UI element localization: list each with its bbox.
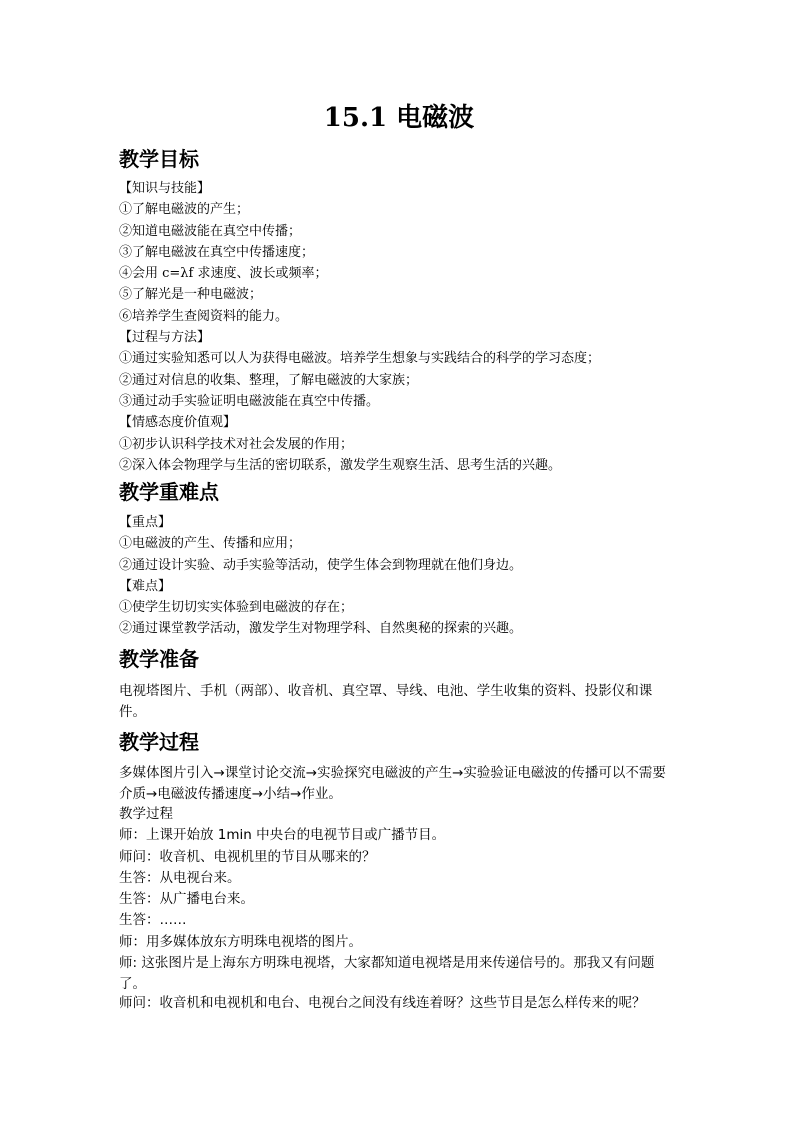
subsection-label-focus: 【重点】 (119, 515, 172, 530)
list-item: ③了解电磁波在真空中传播速度； (119, 244, 315, 260)
procedure-flow: 多媒体图片引入→课堂讨论交流→实验探究电磁波的产生→实验验证电磁波的传播可以不需要介质→电磁波传播速度→小结→作业。 (119, 765, 666, 802)
list-item: ⑥培养学生查阅资料的能力。 (119, 308, 289, 324)
page-title: 15.1 电磁波 (323, 103, 475, 133)
list-item: ①通过实验知悉可以人为获得电磁波。培养学生想象与实践结合的科学的学习态度； (119, 351, 601, 367)
list-item: 师：上课开始放 1min 中央台的电视节目或广播节目。 (119, 827, 446, 844)
list-item: 师：用多媒体放东方明珠电视塔的图片。 (119, 933, 362, 950)
list-item: ③通过动手实验证明电磁波能在真空中传播。 (119, 393, 380, 409)
list-item: ②通过课堂教学活动，激发学生对物理学科、自然奥秘的探索的兴趣。 (119, 621, 523, 637)
subsection-label-process: 【过程与方法】 (119, 330, 211, 346)
subsection-label-attitude: 【情感态度价值观】 (119, 415, 237, 431)
objectives-list (119, 178, 679, 476)
section-heading-key-points: 教学重难点 (119, 480, 219, 504)
list-item: 师问：收音机、电视机里的节目从哪来的？ (119, 848, 376, 865)
subsection-label-difficulty: 【难点】 (119, 578, 172, 594)
list-item: 生答：…… (119, 912, 187, 929)
list-item: ①电磁波的产生、传播和应用； (119, 536, 302, 552)
list-item: ①了解电磁波的产生； (119, 202, 250, 218)
list-item: ②知道电磁波能在真空中传播； (119, 223, 302, 239)
tower-note: 师: 这张图片是上海东方明珠电视塔，大家都知道电视塔是用来传递信号的。那我又有问题了。 (119, 955, 655, 992)
section-heading-procedure: 教学过程 (119, 730, 199, 754)
list-item: ②深入体会物理学与生活的密切联系，激发学生观察生活、思考生活的兴趣。 (119, 457, 562, 473)
preparation-text: 电视塔图片、手机（两部）、收音机、真空罩、导线、电池、学生收集的资料、投影仪和课件。 (119, 683, 653, 720)
list-item: ④会用 c=λf 求速度、波长或频率； (119, 266, 328, 282)
list-item: ①初步认识科学技术对社会发展的作用； (119, 436, 354, 452)
last-question: 师问：收音机和电视机和电台、电视台之间没有线连着呀？这些节目是怎么样传来的呢？ (119, 995, 646, 1011)
subsection-label-knowledge: 【知识与技能】 (119, 181, 211, 196)
section-heading-objectives: 教学目标 (119, 147, 199, 171)
list-item: ①使学生切切实实体验到电磁波的存在； (119, 600, 354, 616)
section-heading-preparation: 教学准备 (119, 647, 199, 671)
procedure-lines (119, 804, 679, 953)
list-item: ⑤了解光是一种电磁波； (119, 287, 263, 303)
list-item: 生答：从电视台来。 (119, 869, 241, 886)
list-item: 教学过程 (119, 806, 173, 822)
key-points-list (119, 512, 679, 640)
list-item: ②通过对信息的收集、整理，了解电磁波的大家族； (119, 372, 419, 388)
list-item: ②通过设计实验、动手实验等活动，使学生体会到物理就在他们身边。 (119, 557, 523, 573)
list-item: 生答：从广播电台来。 (119, 891, 254, 908)
